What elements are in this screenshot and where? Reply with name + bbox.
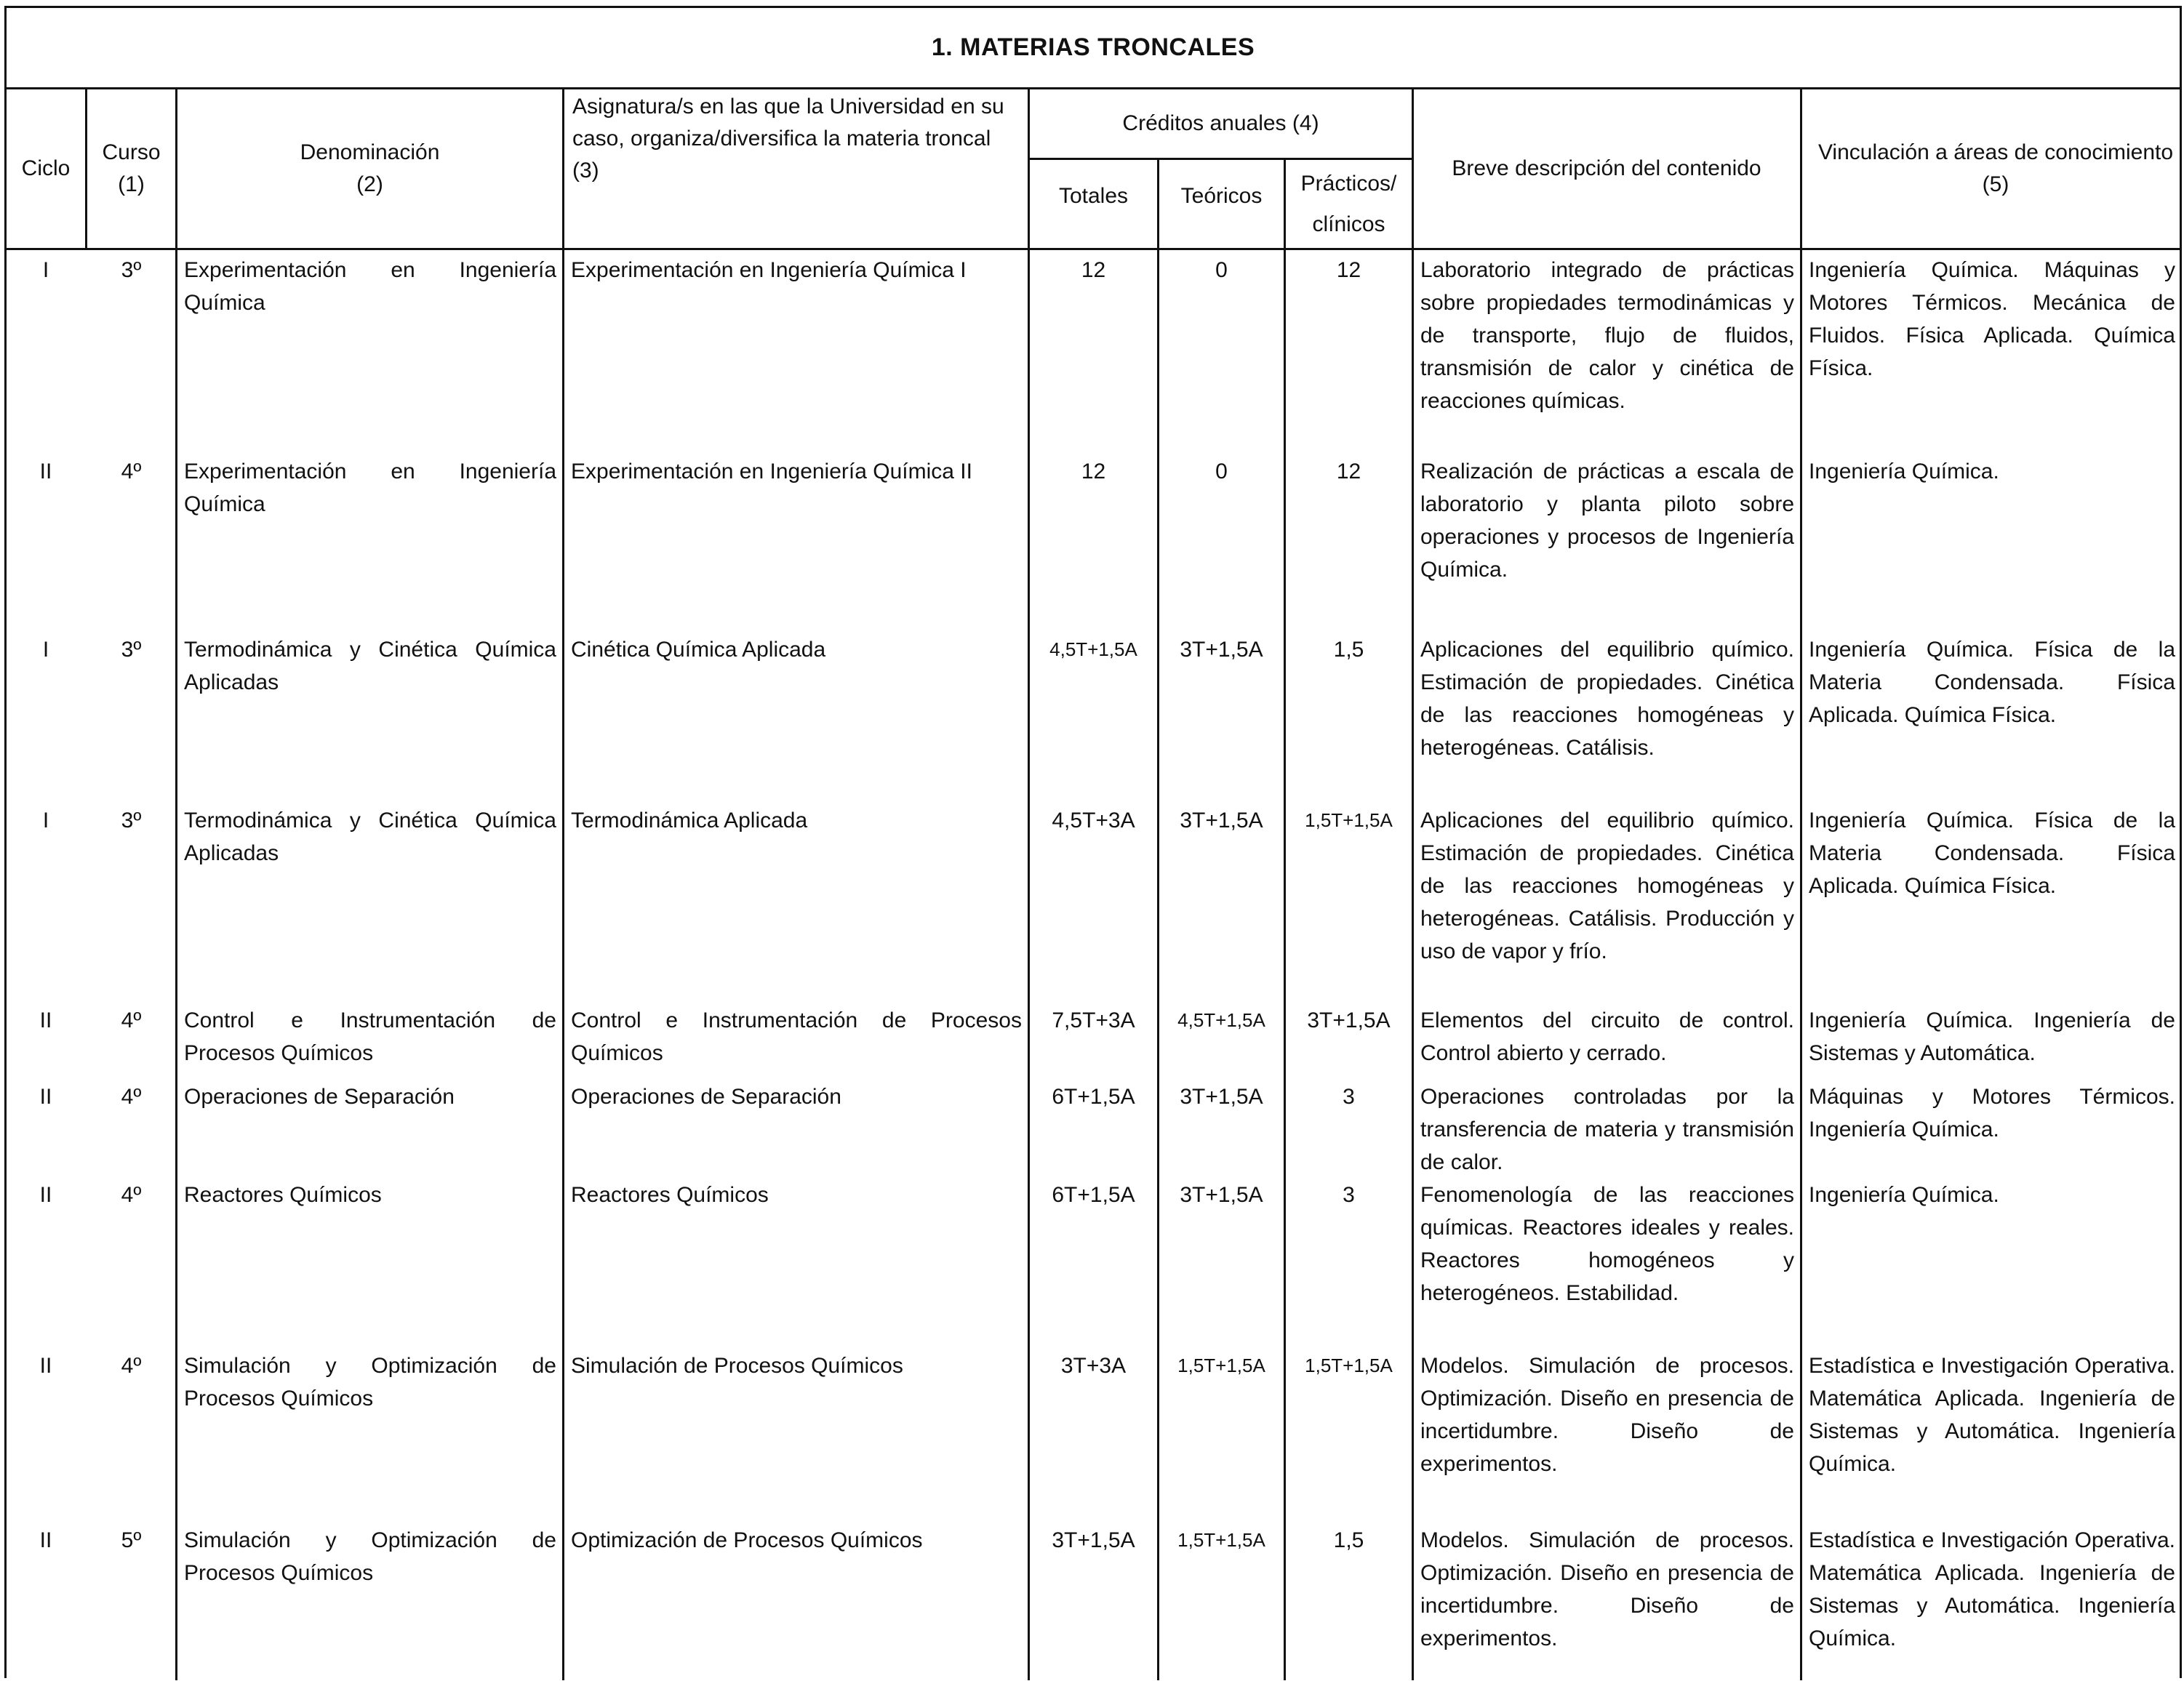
header-ciclo [7, 89, 85, 248]
header-curso [87, 89, 175, 248]
cell-totales: 4,5T+1,5A [1049, 638, 1137, 660]
cell-totales: 7,5T+3A [1052, 1008, 1135, 1032]
header-practicos-label: Prácticos/ [1300, 171, 1397, 196]
cell-practicos: 12 [1336, 258, 1361, 282]
header-totales-label: Totales [1058, 184, 1129, 208]
cell-descripcion: Elementos del circuito de control. Control abierto y cerrado. [1420, 1008, 1794, 1065]
cell-teoricos: 4,5T+1,5A [1177, 1009, 1265, 1031]
cell-ciclo: II [39, 1354, 52, 1378]
cell-totales: 4,5T+3A [1052, 809, 1135, 833]
body-divider [1412, 249, 1414, 1680]
cell-descripcion: Laboratorio integrado de prácticas sobre propiedades termodinámicas y de transporte, flujo de fluidos, transmisión de calor y cinética de reacciones químicas. [1420, 258, 1794, 413]
cell-vinculacion: Ingeniería Química. Ingeniería de Sistemas y Automática. [1809, 1008, 2175, 1065]
cell-descripcion: Modelos. Simulación de procesos. Optimización. Diseño en presencia de incertidumbre. Diseño de experimentos. [1420, 1528, 1794, 1650]
cell-denominacion: Reactores Químicos [184, 1183, 382, 1207]
cell-ciclo: II [39, 1085, 52, 1109]
cell-descripcion: Operaciones controladas por la transferencia de materia y transmisión de calor. [1420, 1085, 1794, 1174]
cell-asignatura: Reactores Químicos [571, 1183, 769, 1207]
cell-teoricos: 3T+1,5A [1180, 1085, 1263, 1109]
cell-curso: 3º [121, 809, 142, 833]
header-totales [1030, 160, 1157, 233]
cell-denominacion: Termodinámica y Cinética Química Aplicadas [184, 638, 556, 694]
cell-practicos: 1,5T+1,5A [1305, 809, 1393, 831]
body-divider [175, 249, 177, 1680]
header-asignatura [572, 91, 1022, 200]
header-divider [562, 88, 564, 249]
materias-troncales-table [4, 6, 2182, 1678]
header-teoricos-label: Teóricos [1180, 184, 1263, 208]
header-curso-note: (1) [118, 172, 145, 196]
header-denominacion-label: Denominación [300, 140, 440, 164]
table-title: 1. MATERIAS TRONCALES [931, 33, 1255, 61]
cell-teoricos: 1,5T+1,5A [1177, 1355, 1265, 1376]
cell-asignatura: Experimentación en Ingeniería Química II [571, 460, 972, 484]
cell-denominacion: Simulación y Optimización de Procesos Químicos [184, 1354, 556, 1411]
header-descripcion [1432, 89, 1781, 248]
cell-ciclo: II [39, 460, 52, 484]
cell-totales: 3T+1,5A [1052, 1528, 1135, 1552]
header-asignatura-label: Asignatura/s en las que la Universidad en su caso, organiza/diversifica la materia troncal (3) [572, 95, 1004, 182]
cell-practicos: 3T+1,5A [1307, 1008, 1391, 1032]
cell-practicos: 1,5 [1333, 638, 1364, 662]
cell-totales: 3T+3A [1060, 1354, 1127, 1378]
cell-curso: 4º [121, 1354, 142, 1378]
cell-descripcion: Aplicaciones del equilibrio químico. Estimación de propiedades. Cinética de las reacciones homogéneas y heterogéneas. Catálisis. [1420, 638, 1794, 760]
header-divider [1412, 88, 1414, 249]
cell-totales: 12 [1081, 258, 1106, 282]
cell-descripcion: Fenomenología de las reacciones químicas. Reactores ideales y reales. Reactores homogéneos y heterogéneos. Estabilidad. [1420, 1183, 1794, 1305]
cell-vinculacion: Ingeniería Química. Máquinas y Motores Térmicos. Mecánica de Fluidos. Física Aplicada. Química Física. [1809, 258, 2175, 380]
cell-practicos: 12 [1336, 460, 1361, 484]
cell-curso: 4º [121, 1085, 142, 1109]
cell-ciclo: I [42, 258, 49, 282]
header-practicos [1286, 160, 1412, 248]
cell-teoricos: 3T+1,5A [1180, 809, 1263, 833]
cell-teoricos: 0 [1215, 258, 1228, 282]
header-creditos [1030, 89, 1412, 158]
cell-vinculacion: Estadística e Investigación Operativa. Matemática Aplicada. Ingeniería de Sistemas y Automática. Ingeniería Química. [1809, 1528, 2175, 1650]
body-divider [1800, 249, 1802, 1680]
body-divider [562, 249, 564, 1680]
cell-descripcion: Aplicaciones del equilibrio químico. Estimación de propiedades. Cinética de las reacciones homogéneas y heterogéneas. Catálisis. Producción y uso de vapor y frío. [1420, 809, 1794, 963]
header-vinculacion [1817, 89, 2174, 248]
cell-asignatura: Simulación de Procesos Químicos [571, 1354, 903, 1378]
cell-ciclo: II [39, 1183, 52, 1207]
header-ciclo-label: Ciclo [21, 156, 71, 180]
cell-teoricos: 1,5T+1,5A [1177, 1529, 1265, 1551]
cell-teoricos: 3T+1,5A [1180, 1183, 1263, 1207]
cell-practicos: 1,5 [1333, 1528, 1364, 1552]
cell-totales: 6T+1,5A [1052, 1085, 1135, 1109]
cell-descripcion: Realización de prácticas a escala de laboratorio y planta piloto sobre operaciones y procesos de Ingeniería Química. [1420, 460, 1794, 582]
cell-totales: 6T+1,5A [1052, 1183, 1135, 1207]
header-clinicos-label: clínicos [1312, 212, 1385, 236]
table-title-band [7, 8, 2180, 89]
header-denominacion-note: (2) [356, 172, 383, 196]
cell-vinculacion: Ingeniería Química. Física de la Materia Condensada. Física Aplicada. Química Física. [1809, 809, 2175, 898]
cell-asignatura: Control e Instrumentación de Procesos Químicos [571, 1008, 1022, 1065]
cell-vinculacion: Máquinas y Motores Térmicos. Ingeniería Química. [1809, 1085, 2175, 1142]
cell-denominacion: Experimentación en Ingeniería Química [184, 460, 556, 516]
cell-denominacion: Control e Instrumentación de Procesos Químicos [184, 1008, 556, 1065]
header-curso-label: Curso [102, 140, 161, 164]
cell-vinculacion: Ingeniería Química. Física de la Materia Condensada. Física Aplicada. Química Física. [1809, 638, 2175, 727]
header-denominacion [177, 89, 562, 248]
cell-vinculacion: Ingeniería Química. [1809, 1183, 1999, 1207]
cell-totales: 12 [1081, 460, 1106, 484]
header-creditos-label: Créditos anuales (4) [1122, 111, 1319, 135]
cell-practicos: 3 [1343, 1183, 1355, 1207]
cell-ciclo: II [39, 1528, 52, 1552]
header-bottom-rule [7, 248, 2180, 250]
header-teoricos [1159, 160, 1284, 233]
header-vinculacion-label: Vinculación a áreas de conocimiento (5) [1817, 140, 2174, 196]
cell-ciclo: I [42, 809, 49, 833]
cell-denominacion: Termodinámica y Cinética Química Aplicadas [184, 809, 556, 865]
cell-curso: 4º [121, 460, 142, 484]
cell-asignatura: Termodinámica Aplicada [571, 809, 808, 833]
cell-vinculacion: Estadística e Investigación Operativa. Matemática Aplicada. Ingeniería de Sistemas y Automática. Ingeniería Química. [1809, 1354, 2175, 1476]
cell-ciclo: II [39, 1008, 52, 1032]
cell-curso: 3º [121, 638, 142, 662]
cell-teoricos: 3T+1,5A [1180, 638, 1263, 662]
cell-teoricos: 0 [1215, 460, 1228, 484]
cell-curso: 4º [121, 1008, 142, 1032]
cell-curso: 3º [121, 258, 142, 282]
cell-denominacion: Experimentación en Ingeniería Química [184, 258, 556, 315]
cell-asignatura: Cinética Química Aplicada [571, 638, 826, 662]
header-divider [1800, 88, 1802, 249]
cell-asignatura: Experimentación en Ingeniería Química I [571, 258, 967, 282]
header-descripcion-label: Breve descripción del contenido [1452, 156, 1761, 180]
cell-descripcion: Modelos. Simulación de procesos. Optimización. Diseño en presencia de incertidumbre. Diseño de experimentos. [1420, 1354, 1794, 1476]
cell-asignatura: Operaciones de Separación [571, 1085, 841, 1109]
cell-practicos: 3 [1343, 1085, 1355, 1109]
cell-ciclo: I [42, 638, 49, 662]
cell-asignatura: Optimización de Procesos Químicos [571, 1528, 923, 1552]
cell-denominacion: Operaciones de Separación [184, 1085, 455, 1109]
cell-denominacion: Simulación y Optimización de Procesos Químicos [184, 1528, 556, 1585]
cell-practicos: 1,5T+1,5A [1305, 1355, 1393, 1376]
cell-curso: 4º [121, 1183, 142, 1207]
cell-curso: 5º [121, 1528, 142, 1552]
cell-vinculacion: Ingeniería Química. [1809, 460, 1999, 484]
